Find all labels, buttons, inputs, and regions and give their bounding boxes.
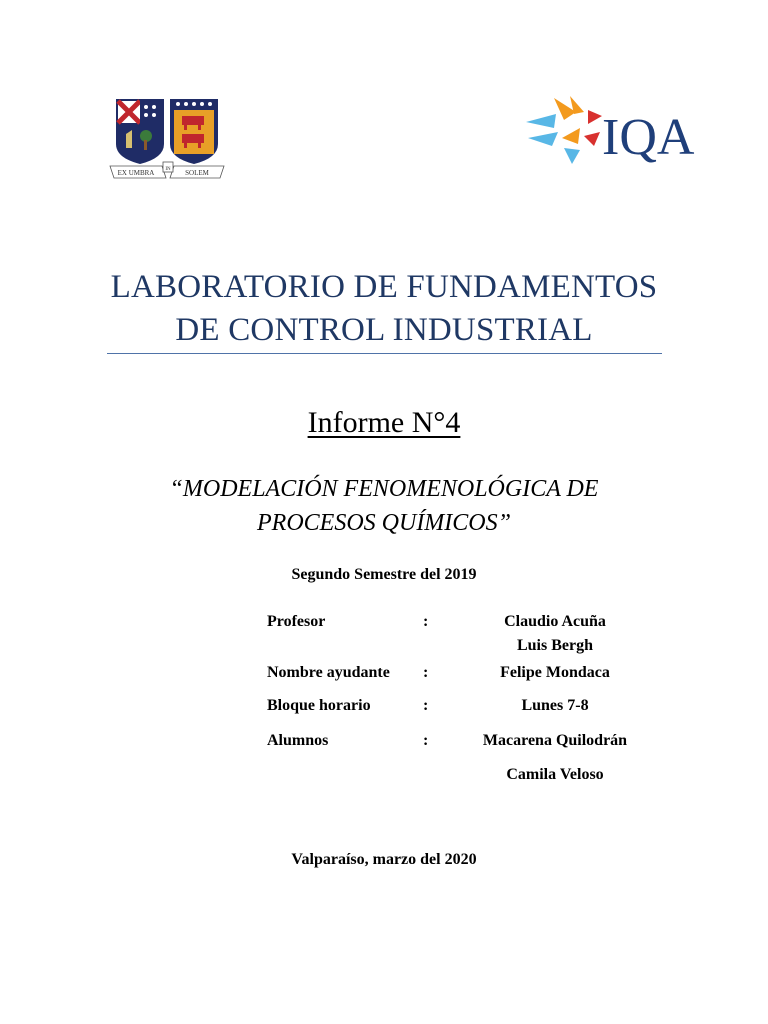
iqa-logo	[524, 92, 696, 168]
students-separator: :	[423, 732, 429, 749]
report-number: Informe N°4	[307, 406, 461, 439]
report-subtitle	[84, 472, 684, 540]
place-date: Valparaíso, marzo del 2020	[291, 851, 477, 868]
assistant-separator: :	[423, 664, 429, 681]
assistant-label: Nombre ayudante	[267, 664, 390, 681]
professor-name-2: Luis Bergh	[516, 637, 593, 654]
subtitle-line-2: PROCESOS QUÍMICOS”	[257, 510, 511, 536]
students-label: Alumnos	[267, 732, 329, 749]
professor-name-1: Claudio Acuña	[504, 613, 606, 630]
student-name-2: Camila Veloso	[506, 766, 604, 783]
schedule-value: Lunes 7-8	[521, 697, 589, 714]
professor-separator: :	[423, 613, 429, 630]
university-crest-logo	[108, 96, 228, 186]
assistant-name: Felipe Mondaca	[500, 664, 610, 681]
crest-motto-left: EX UMBRA	[117, 169, 155, 177]
title-divider	[107, 353, 662, 354]
schedule-label: Bloque horario	[267, 697, 371, 714]
title-line-2: DE CONTROL INDUSTRIAL	[175, 312, 593, 348]
student-name-1: Macarena Quilodrán	[482, 732, 628, 749]
iqa-logo-text: IQA	[602, 109, 695, 166]
crest-motto-right: SOLEM	[185, 169, 209, 177]
subtitle-line-1: “MODELACIÓN FENOMENOLÓGICA DE	[169, 476, 599, 502]
crest-motto-middle: IN	[165, 167, 171, 172]
title-line-1: LABORATORIO DE FUNDAMENTOS	[110, 269, 658, 305]
semester: Segundo Semestre del 2019	[291, 566, 477, 583]
document-title	[60, 266, 708, 352]
schedule-separator: :	[423, 697, 429, 714]
professor-label: Profesor	[267, 613, 326, 630]
